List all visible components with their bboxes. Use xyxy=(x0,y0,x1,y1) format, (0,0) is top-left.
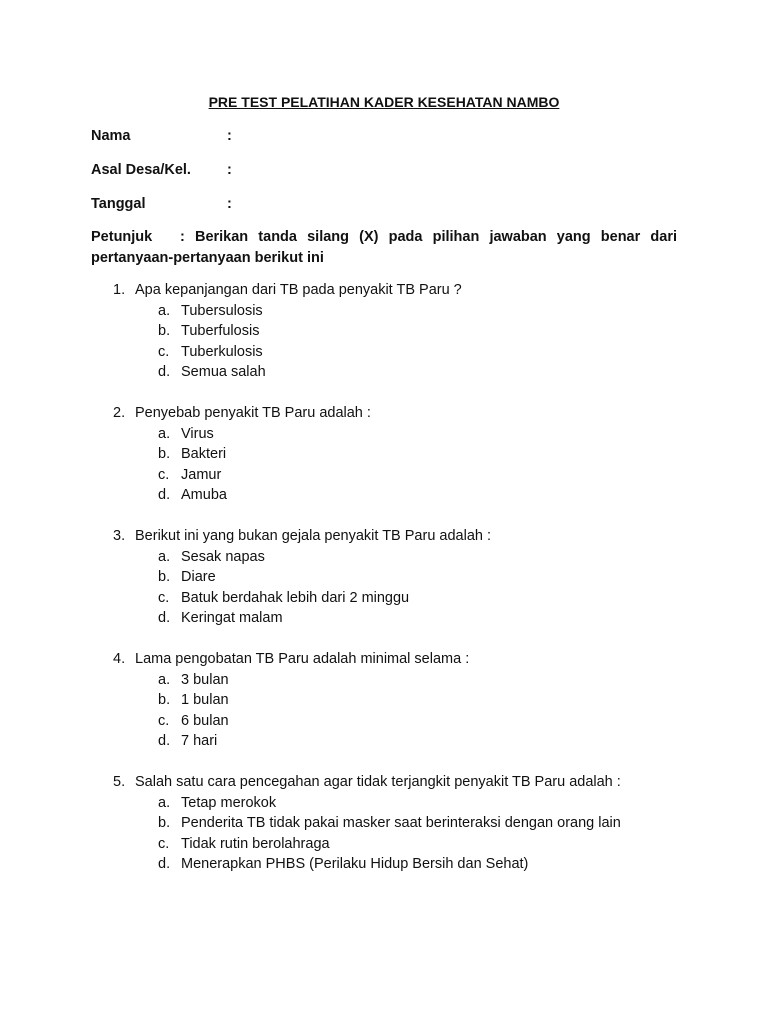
option-a xyxy=(113,793,621,814)
option-text: Jamur xyxy=(181,466,222,483)
option-text: Tubersulosis xyxy=(181,302,263,319)
option-text: Sesak napas xyxy=(181,548,265,565)
question-text: Apa kepanjangan dari TB pada penyakit TB Paru ? xyxy=(135,282,462,298)
option-d xyxy=(113,731,469,752)
option-c xyxy=(113,465,371,486)
option-text: Batuk berdahak lebih dari 2 minggu xyxy=(181,589,410,606)
option-a xyxy=(113,547,491,568)
question-text: Salah satu cara pencegahan agar tidak terjangkit penyakit TB Paru adalah : xyxy=(135,774,621,790)
field-separator: : xyxy=(227,196,232,212)
instructions-text-line-2: pertanyaan-pertanyaan berikut ini xyxy=(91,249,324,266)
option-letter: c. xyxy=(158,343,170,360)
field-separator: : xyxy=(227,128,232,144)
option-text: Tetap merokok xyxy=(181,794,277,811)
field-label: Nama xyxy=(91,128,131,144)
option-letter: c. xyxy=(158,712,170,729)
question-number: 2. xyxy=(113,405,126,421)
instructions-label: Petunjuk xyxy=(91,229,153,245)
question-number: 3. xyxy=(113,528,126,544)
option-c xyxy=(113,588,491,609)
option-a xyxy=(113,424,371,445)
option-letter: d. xyxy=(158,610,171,627)
option-b xyxy=(113,813,621,834)
option-c xyxy=(113,342,462,363)
option-d xyxy=(113,485,371,506)
option-text: Diare xyxy=(181,569,216,586)
option-b xyxy=(113,321,462,342)
page-title: PRE TEST PELATIHAN KADER KESEHATAN NAMBO xyxy=(208,94,560,110)
option-a xyxy=(113,301,462,322)
option-text: Bakteri xyxy=(181,446,227,463)
option-letter: b. xyxy=(158,569,171,586)
question-5 xyxy=(113,772,621,875)
question-number: 4. xyxy=(113,651,126,667)
option-a xyxy=(113,670,469,691)
option-letter: a. xyxy=(158,302,171,319)
option-letter: b. xyxy=(158,692,171,709)
option-text: 3 bulan xyxy=(181,671,229,688)
option-letter: b. xyxy=(158,815,171,832)
field-asal-desa xyxy=(91,161,232,179)
question-4 xyxy=(113,649,469,752)
field-label: Asal Desa/Kel. xyxy=(91,162,191,178)
question-2 xyxy=(113,403,371,506)
option-text: Tuberfulosis xyxy=(181,323,260,340)
option-text: 1 bulan xyxy=(181,692,229,709)
option-text: Keringat malam xyxy=(181,610,283,627)
question-text: Penyebab penyakit TB Paru adalah : xyxy=(135,405,371,421)
option-c xyxy=(113,834,621,855)
option-text: 7 hari xyxy=(181,733,218,750)
option-d xyxy=(113,608,491,629)
option-letter: a. xyxy=(158,671,171,688)
question-1 xyxy=(113,280,462,383)
option-letter: b. xyxy=(158,446,171,463)
option-b xyxy=(113,567,491,588)
instructions xyxy=(91,227,677,268)
question-text: Berikut ini yang bukan gejala penyakit TB Paru adalah : xyxy=(135,528,492,544)
option-d xyxy=(113,362,462,383)
field-label: Tanggal xyxy=(91,196,146,212)
option-letter: d. xyxy=(158,856,171,873)
option-d xyxy=(113,854,621,875)
option-text: Semua salah xyxy=(181,364,266,381)
option-letter: a. xyxy=(158,548,171,565)
option-b xyxy=(113,444,371,465)
option-letter: d. xyxy=(158,364,171,381)
option-text: Tidak rutin berolahraga xyxy=(181,835,330,852)
option-text: Amuba xyxy=(181,487,227,504)
option-letter: c. xyxy=(158,589,170,606)
field-nama xyxy=(91,127,232,145)
instructions-text-line-1: : Berikan tanda silang (X) pada pilihan jawaban yang benar dari xyxy=(180,229,677,245)
option-letter: a. xyxy=(158,794,171,811)
question-number: 1. xyxy=(113,282,126,298)
option-text: Menerapkan PHBS (Perilaku Hidup Bersih dan Sehat) xyxy=(181,856,529,873)
option-text: Tuberkulosis xyxy=(181,343,263,360)
option-letter: a. xyxy=(158,425,171,442)
option-letter: d. xyxy=(158,487,171,504)
option-text: Penderita TB tidak pakai masker saat berinteraksi dengan orang lain xyxy=(181,815,621,832)
option-letter: c. xyxy=(158,835,170,852)
option-letter: c. xyxy=(158,466,170,483)
option-letter: b. xyxy=(158,323,171,340)
field-separator: : xyxy=(227,162,232,178)
option-text: 6 bulan xyxy=(181,712,229,729)
option-c xyxy=(113,711,469,732)
option-b xyxy=(113,690,469,711)
question-number: 5. xyxy=(113,774,126,790)
question-3 xyxy=(113,526,491,629)
option-text: Virus xyxy=(181,425,214,442)
option-letter: d. xyxy=(158,733,171,750)
field-tanggal xyxy=(91,195,232,213)
question-text: Lama pengobatan TB Paru adalah minimal selama : xyxy=(135,651,470,667)
